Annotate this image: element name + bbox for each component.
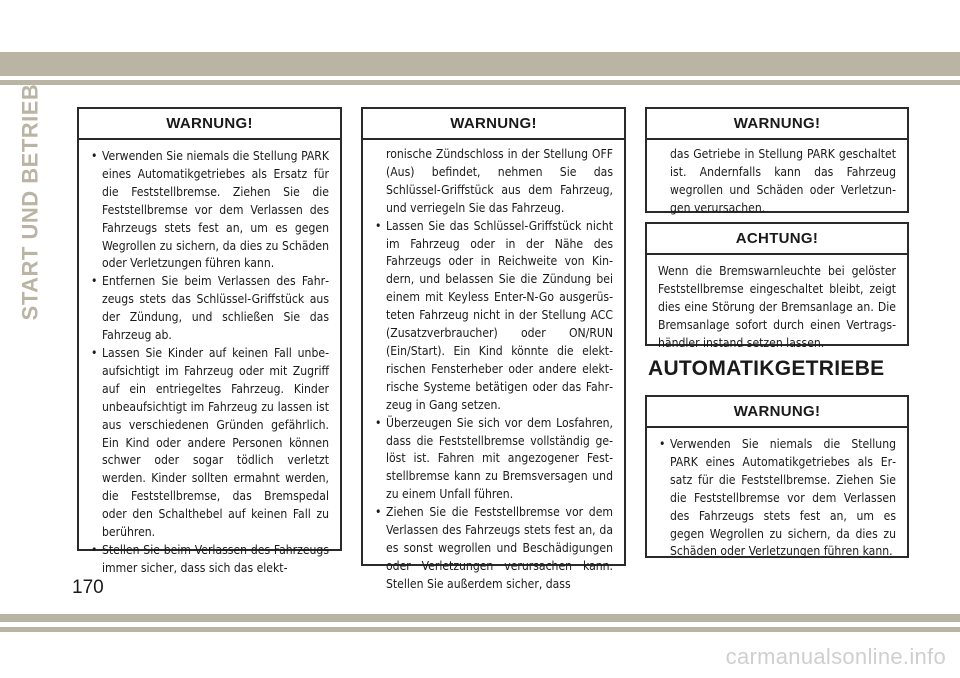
warning-body: [363, 140, 624, 594]
caution-body: [647, 255, 907, 353]
warning-title: WARNUNG!: [363, 109, 624, 140]
warning-body: [79, 140, 340, 578]
warning-bullet: • Lassen Sie Kinder auf keinen Fall unbeaufsichtigt im Fahrzeug oder mit Zugriff auf ein entriegeltes Fahrzeug. Kinder unbeaufsichtigt im Fahrzeug zu lassen ist aus verschiedenen Gründen gefährlich. Ein Kind oder andere Personen können schwer oder sogar tödlich verletzt werden. Kinder sollten ermahnt werden, die Feststellbremse, das Bremspedal oder den Schalthebel auf keinen Fall zu berühren.: [90, 345, 329, 542]
warning-title: WARNUNG!: [79, 109, 340, 140]
warning-box-automatic: [645, 395, 909, 558]
warning-box-col3: [645, 107, 909, 213]
caution-text: Wenn die Bremswarnleuchte bei gelöster Feststellbremse eingeschaltet bleibt, zeigt dies eine Störung der Bremsanlage an. Die Bremsanlage sofort durch einen Vertragshändler instand setzen lassen.: [658, 264, 896, 350]
page-number: 170: [72, 577, 104, 598]
warning-box-col2: [361, 107, 626, 591]
warning-body: [647, 140, 907, 218]
section-heading: AUTOMATIKGETRIEBE: [648, 357, 885, 380]
warning-box-col1: [77, 107, 342, 575]
warning-bullet: • Verwenden Sie niemals die Stellung PARK eines Automatikgetriebes als Ersatz für die Feststellbremse. Ziehen Sie die Feststellbremse vor dem Verlassen des Fahrzeugs stets fest an, um es gegen Wegrollen zu sichern, da dies zu Schäden oder Verletzungen führen kann.: [658, 436, 896, 561]
warning-bullet: • Stellen Sie beim Verlassen des Fahrzeugs immer sicher, dass sich das elekt-: [90, 542, 329, 578]
warning-bullet: • Entfernen Sie beim Verlassen des Fahrzeugs stets das Schlüssel-Griffstück aus der Zündung, und schließen Sie das Fahrzeug ab.: [90, 273, 329, 345]
warning-bullet: • Ziehen Sie die Feststellbremse vor dem Verlassen des Fahrzeugs stets fest an, da es sonst wegrollen und Beschädigungen oder Verletzungen verursachen kann. Stellen Sie außerdem sicher, dass: [374, 504, 613, 594]
warning-body: [647, 428, 907, 561]
caution-box: [645, 222, 909, 350]
warning-continuation: das Getriebe in Stellung PARK geschaltet ist. Andernfalls kann das Fahrzeug wegrollen und Schäden oder Verletzungen verursachen.: [670, 147, 896, 215]
warning-title: WARNUNG!: [647, 109, 907, 140]
warning-bullet: • Lassen Sie das Schlüssel-Griffstück nicht im Fahrzeug oder in der Nähe des Fahrzeugs oder in Reichweite von Kindern, und belassen Sie die Zündung bei einem mit Keyless Enter-N-Go ausgerüsteten Fahrzeug nicht in der Stellung ACC (Zusatzverbraucher) oder ON/RUN (Ein/Start). Ein Kind könnte die elektrischen Fensterheber oder andere elektrische Systeme betätigen oder das Fahrzeug in Gang setzen.: [374, 218, 613, 415]
footer-rule: [0, 627, 960, 632]
chapter-side-label: [10, 83, 50, 321]
warning-title: WARNUNG!: [647, 397, 907, 428]
caution-title: ACHTUNG!: [647, 224, 907, 255]
footer-band: [0, 614, 960, 622]
header-rule: [0, 80, 960, 85]
warning-bullet: • Verwenden Sie niemals die Stellung PARK eines Automatikgetriebes als Ersatz für die Feststellbremse. Ziehen Sie die Feststellbremse vor dem Verlassen des Fahrzeugs stets fest an, um es gegen Wegrollen zu sichern, da dies zu Schäden oder Verletzungen führen kann.: [90, 148, 329, 273]
header-band: [0, 52, 960, 76]
warning-bullet: • Überzeugen Sie sich vor dem Losfahren, dass die Feststellbremse vollständig gelöst ist. Fahren mit angezogener Feststellbremse kann zu Bremsversagen und zu einem Unfall führen.: [374, 415, 613, 505]
watermark: carmanualsonline.info: [725, 644, 946, 669]
warning-continuation: ronische Zündschloss in der Stellung OFF (Aus) befindet, nehmen Sie das Schlüssel-Griffstück aus dem Fahrzeug, und verriegeln Sie das Fahrzeug.: [386, 147, 613, 215]
chapter-title: START UND BETRIEB: [17, 83, 42, 321]
